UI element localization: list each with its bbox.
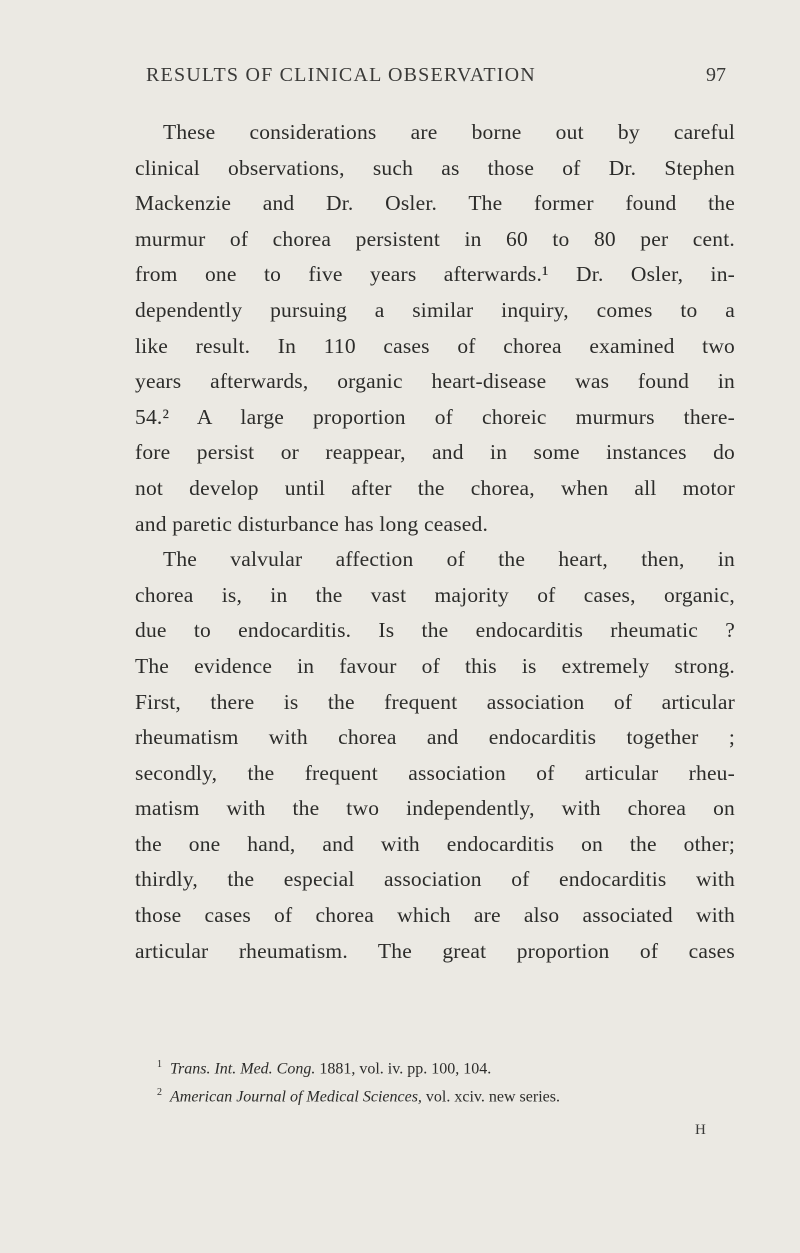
body-line: 54.² A large proportion of choreic murmurs there- bbox=[135, 404, 735, 429]
body-line: matism with the two independently, with chorea on bbox=[135, 796, 735, 821]
body-line: and paretic disturbance has long ceased. bbox=[135, 511, 489, 536]
footnote-number: 1 bbox=[157, 1059, 162, 1070]
body-line: not develop until after the chorea, when all motor bbox=[135, 475, 735, 500]
footnote-detail: 1881, vol. iv. pp. 100, 104. bbox=[319, 1060, 492, 1078]
body-line: articular rheumatism. The great proportion of cases bbox=[135, 938, 735, 963]
body-line: those cases of chorea which are also associated with bbox=[135, 903, 735, 928]
body-line: secondly, the frequent association of articular rheu- bbox=[135, 760, 735, 785]
body-text bbox=[135, 115, 735, 969]
footnotes bbox=[135, 1053, 735, 1110]
body-line: First, there is the frequent association of articular bbox=[135, 689, 735, 714]
body-line: murmur of chorea persistent in 60 to 80 per cent. bbox=[135, 226, 735, 251]
body-line: The valvular affection of the heart, then, in bbox=[163, 547, 735, 572]
body-line: thirdly, the especial association of endocarditis with bbox=[135, 867, 735, 892]
running-title: RESULTS OF CLINICAL OBSERVATION bbox=[146, 64, 536, 86]
body-line: years afterwards, organic heart-disease was found in bbox=[135, 369, 735, 394]
body-line: due to endocarditis. Is the endocarditis rheumatic ? bbox=[135, 618, 735, 643]
body-line: the one hand, and with endocarditis on the other; bbox=[135, 831, 735, 856]
footnote-number: 2 bbox=[157, 1087, 162, 1099]
body-line: The evidence in favour of this is extremely strong. bbox=[135, 653, 735, 678]
signature-mark: H bbox=[695, 1122, 706, 1138]
running-head bbox=[146, 64, 726, 94]
footnote bbox=[135, 1053, 735, 1081]
footnote-detail: vol. xciv. new series. bbox=[425, 1088, 560, 1106]
body-line: clinical observations, such as those of Dr. Stephen bbox=[135, 155, 735, 180]
body-line: like result. In 110 cases of chorea examined two bbox=[135, 333, 735, 358]
body-line: Mackenzie and Dr. Osler. The former found the bbox=[135, 191, 735, 216]
body-line: chorea is, in the vast majority of cases, organic, bbox=[135, 582, 735, 607]
footnote-source: American Journal of Medical Sciences, bbox=[170, 1088, 422, 1106]
body-line: from one to five years afterwards.¹ Dr. Osler, in- bbox=[135, 262, 735, 287]
footnote-source: Trans. Int. Med. Cong. bbox=[170, 1060, 316, 1078]
page-number: 97 bbox=[706, 64, 726, 86]
body-line: These considerations are borne out by careful bbox=[163, 120, 735, 144]
body-line: fore persist or reappear, and in some instances do bbox=[135, 440, 735, 465]
body-line: rheumatism with chorea and endocarditis together ; bbox=[135, 725, 735, 750]
body-line: dependently pursuing a similar inquiry, comes to a bbox=[135, 297, 735, 322]
footnote bbox=[135, 1081, 735, 1109]
